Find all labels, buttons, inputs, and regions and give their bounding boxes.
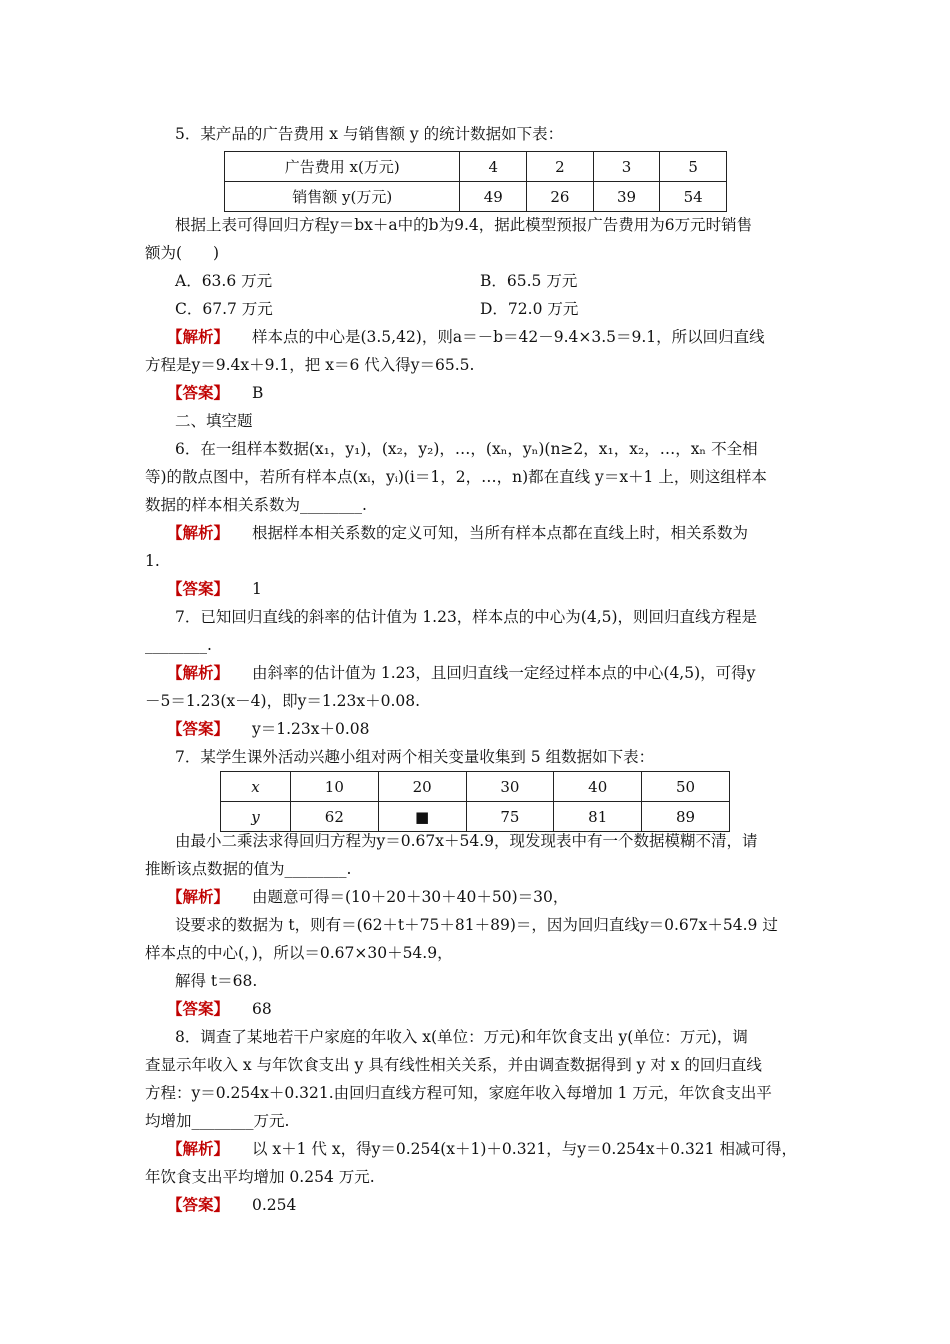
q5-table bbox=[224, 151, 727, 212]
q8-jiexi-text1: 以 x＋1 代 x，得y＝0.254(x＋1)＋0.321，与y＝0.254x＋0.321 相减可得， bbox=[251, 1140, 797, 1158]
analysis-tag: 【解析】 bbox=[167, 887, 230, 906]
q6-text3: 数据的样本相关系数为________. bbox=[145, 496, 367, 514]
answer-tag: 【答案】 bbox=[167, 1195, 230, 1214]
q5-option-d: D．72.0 万元 bbox=[480, 300, 579, 318]
q8-jiexi-text2: 年饮食支出平均增加 0.254 万元. bbox=[145, 1168, 375, 1186]
q7b-jiexi-text3: 样本点的中心(，)，所以＝0.67×30＋54.9， bbox=[145, 944, 453, 962]
q7a-jiexi-text2: －5＝1.23(x－4)，即y＝1.23x＋0.08. bbox=[145, 692, 421, 710]
q7b-answer: 68 bbox=[251, 1000, 272, 1018]
q6-answer: 1 bbox=[251, 580, 262, 598]
table-cell: 30 bbox=[466, 772, 554, 802]
q7b-table bbox=[220, 771, 730, 832]
table-cell: 20 bbox=[378, 772, 466, 802]
table-cell: 62 bbox=[290, 802, 378, 832]
q5-stem: 5．某产品的广告费用 x 与销售额 y 的统计数据如下表： bbox=[175, 125, 564, 143]
table-row bbox=[225, 152, 727, 182]
q7a-text1: 7．已知回归直线的斜率的估计值为 1.23，样本点的中心为(4,5)，则回归直线方程是 bbox=[175, 608, 758, 626]
q5-jiexi-text2: 方程是y＝9.4x＋9.1，把 x＝6 代入得y＝65.5. bbox=[145, 356, 475, 374]
q7b-jiexi-text1: 由题意可得＝(10＋20＋30＋40＋50)＝30， bbox=[251, 888, 569, 906]
q7b-row1-label: x bbox=[221, 772, 291, 802]
q8-answer-line bbox=[167, 1195, 296, 1215]
table-cell: 4 bbox=[460, 152, 527, 182]
q5-jiexi-line1 bbox=[167, 327, 765, 347]
analysis-tag: 【解析】 bbox=[167, 1139, 230, 1158]
q7b-text2: 推断该点数据的值为________. bbox=[145, 860, 352, 878]
analysis-tag: 【解析】 bbox=[167, 663, 230, 682]
answer-tag: 【答案】 bbox=[167, 999, 230, 1018]
answer-tag: 【答案】 bbox=[167, 383, 230, 402]
q5-answer-line bbox=[167, 383, 263, 403]
table-cell: 26 bbox=[527, 182, 594, 212]
q6-text1: 6．在一组样本数据(x₁，y₁)，(x₂，y₂)，…，(xₙ，yₙ)(n≥2，x₁，x₂，…，xₙ 不全相 bbox=[175, 440, 758, 458]
table-cell: 40 bbox=[554, 772, 642, 802]
q5-text2: 额为( ) bbox=[145, 244, 220, 262]
q6-jiexi-line1 bbox=[167, 523, 748, 543]
table-cell: 2 bbox=[527, 152, 594, 182]
table-cell: 89 bbox=[642, 802, 730, 832]
q8-jiexi-line1 bbox=[167, 1139, 797, 1159]
table-row bbox=[225, 182, 727, 212]
table-cell: 39 bbox=[593, 182, 660, 212]
q5-option-a: A．63.6 万元 bbox=[175, 272, 273, 290]
table-row bbox=[221, 802, 730, 832]
q6-jiexi-text2: 1. bbox=[145, 552, 160, 570]
table-cell: 10 bbox=[290, 772, 378, 802]
q6-text2: 等)的散点图中，若所有样本点(xᵢ，yᵢ)(i＝1，2，…，n)都在直线 y＝x＋1 上，则这组样本 bbox=[145, 468, 767, 486]
q8-text4: 均增加________万元. bbox=[145, 1112, 290, 1130]
q5-answer: B bbox=[251, 384, 264, 402]
q7a-jiexi-line1 bbox=[167, 663, 755, 683]
analysis-tag: 【解析】 bbox=[167, 327, 230, 346]
q5-option-c: C．67.7 万元 bbox=[175, 300, 273, 318]
q6-answer-line bbox=[167, 579, 262, 599]
q8-text2: 查显示年收入 x 与年饮食支出 y 具有线性相关关系，并由调查数据得到 y 对 x 的回归直线 bbox=[145, 1056, 762, 1074]
q7a-answer: y＝1.23x＋0.08 bbox=[251, 720, 370, 738]
answer-tag: 【答案】 bbox=[167, 719, 230, 738]
q5-row2-label: 销售额 y(万元) bbox=[225, 182, 460, 212]
table-cell: 5 bbox=[660, 152, 727, 182]
q8-answer: 0.254 bbox=[251, 1196, 297, 1214]
table-cell: 49 bbox=[460, 182, 527, 212]
table-cell: 75 bbox=[466, 802, 554, 832]
q8-text1: 8．调查了某地若干户家庭的年收入 x(单位：万元)和年饮食支出 y(单位：万元)，调 bbox=[175, 1028, 748, 1046]
table-cell: 81 bbox=[554, 802, 642, 832]
q7b-answer-line bbox=[167, 999, 272, 1019]
section-heading: 二、填空题 bbox=[175, 412, 253, 430]
q5-option-b: B．65.5 万元 bbox=[480, 272, 578, 290]
analysis-tag: 【解析】 bbox=[167, 523, 230, 542]
q5-row1-label: 广告费用 x(万元) bbox=[225, 152, 460, 182]
q7b-row2-label: y bbox=[221, 802, 291, 832]
q5-jiexi-text1: 样本点的中心是(3.5,42)，则a＝－b＝42－9.4×3.5＝9.1，所以回归直线 bbox=[251, 328, 765, 346]
q7a-text2: ________. bbox=[145, 636, 212, 654]
q7b-jiexi-line1 bbox=[167, 887, 568, 907]
q7b-jiexi-text2: 设要求的数据为 t，则有＝(62＋t＋75＋81＋89)＝，因为回归直线y＝0.67x＋54.9 过 bbox=[175, 916, 778, 934]
q6-jiexi-text1: 根据样本相关系数的定义可知，当所有样本点都在直线上时，相关系数为 bbox=[251, 524, 748, 542]
q7b-jiexi-text4: 解得 t＝68. bbox=[175, 972, 258, 990]
table-cell: 3 bbox=[593, 152, 660, 182]
table-row bbox=[221, 772, 730, 802]
table-cell: 50 bbox=[642, 772, 730, 802]
table-cell-blurred: ■ bbox=[378, 802, 466, 832]
q7b-text1: 由最小二乘法求得回归方程为y＝0.67x＋54.9，现发现表中有一个数据模糊不清，请 bbox=[175, 832, 758, 850]
q7a-answer-line bbox=[167, 719, 369, 739]
q7b-stem: 7．某学生课外活动兴趣小组对两个相关变量收集到 5 组数据如下表： bbox=[175, 748, 655, 766]
q7a-jiexi-text1: 由斜率的估计值为 1.23，且回归直线一定经过样本点的中心(4,5)，可得y bbox=[251, 664, 756, 682]
q8-text3: 方程：y＝0.254x＋0.321.由回归直线方程可知，家庭年收入每增加 1 万元，年饮食支出平 bbox=[145, 1084, 772, 1102]
q5-text1: 根据上表可得回归方程y＝bx＋a中的b为9.4，据此模型预报广告费用为6万元时销售 bbox=[175, 216, 753, 234]
answer-tag: 【答案】 bbox=[167, 579, 230, 598]
table-cell: 54 bbox=[660, 182, 727, 212]
